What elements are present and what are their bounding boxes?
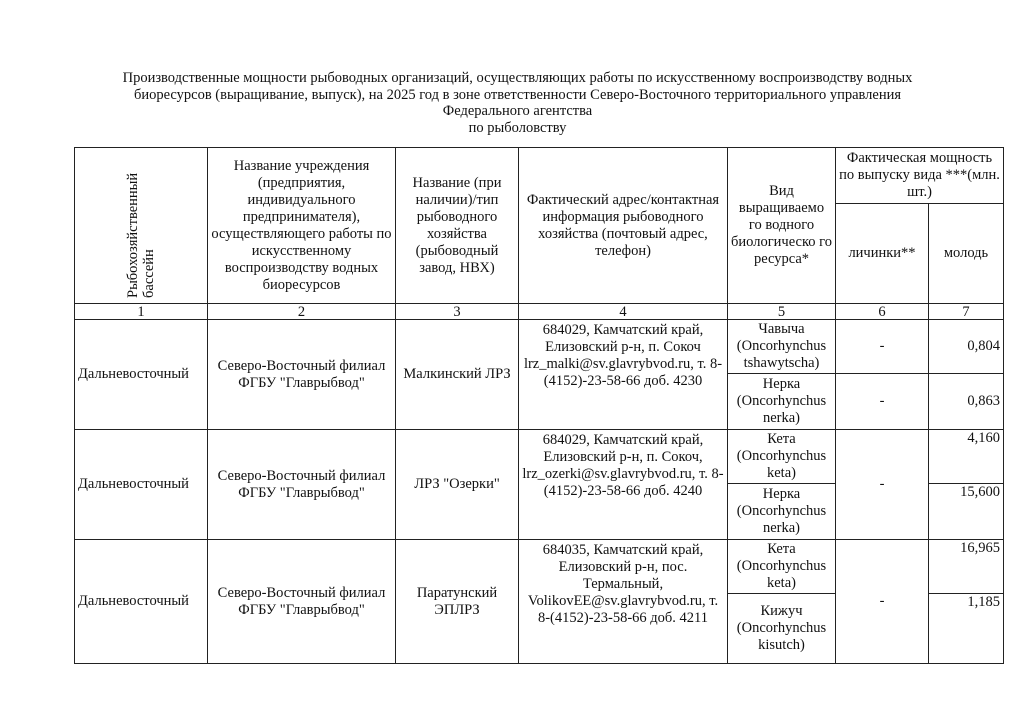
col-number-3: 3 [396, 304, 519, 320]
document-title [80, 70, 955, 136]
larvae-cell: - [836, 374, 929, 430]
header-juveniles: молодь [929, 204, 1004, 304]
header-basin: Рыбохозяйственный бассейн [125, 172, 157, 298]
header-row-1 [75, 148, 1004, 204]
header-species: Вид выращиваемо го водного биологическо го ресурса* [728, 148, 836, 304]
institution-cell: Северо-Восточный филиал ФГБУ "Главрыбвод" [208, 320, 396, 430]
basin-cell: Дальневосточный [75, 540, 208, 664]
column-number-row [75, 304, 1004, 320]
capacity-table [74, 147, 1004, 664]
address-cell: 684035, Камчатский край, Елизовский р-н, пос. Термальный, VolikovEE@sv.glavrybvod.ru, т. 8-(4152)-23-58-66 доб. 4211 [519, 540, 728, 664]
species-cell: Кета (Oncorhynchus keta) [728, 540, 836, 594]
juveniles-cell: 15,600 [929, 484, 1004, 540]
col-number-6: 6 [836, 304, 929, 320]
farm-cell: Паратунский ЭПЛРЗ [396, 540, 519, 664]
header-address: Фактический адрес/контактная информация рыбоводного хозяйства (почтовый адрес, телефон) [519, 148, 728, 304]
title-line-3: Федерального агентства [442, 103, 593, 119]
address-cell: 684029, Камчатский край, Елизовский р-н, п. Сокоч, lrz_ozerki@sv.glavrybvod.ru, т. 8-(4152)-23-58-66 доб. 4240 [519, 430, 728, 540]
species-cell: Нерка (Oncorhynchus nerka) [728, 484, 836, 540]
species-cell: Кижуч (Oncorhynchus kisutch) [728, 594, 836, 664]
header-basin-cell [75, 148, 208, 304]
address-cell: 684029, Камчатский край, Елизовский р-н, п. Сокоч lrz_malki@sv.glavrybvod.ru, т. 8-(4152)-23-58-66 доб. 4230 [519, 320, 728, 430]
title-line-1: Производственные мощности рыбоводных организаций, осуществляющих работы по искусственному воспроизводству водных [122, 70, 913, 86]
col-number-5: 5 [728, 304, 836, 320]
juveniles-cell: 16,965 [929, 540, 1004, 594]
col-number-7: 7 [929, 304, 1004, 320]
basin-cell: Дальневосточный [75, 320, 208, 430]
institution-cell: Северо-Восточный филиал ФГБУ "Главрыбвод" [208, 540, 396, 664]
juveniles-cell: 1,185 [929, 594, 1004, 664]
species-cell: Чавыча (Oncorhynchus tshawytscha) [728, 320, 836, 374]
col-number-1: 1 [75, 304, 208, 320]
title-line-4: по рыболовству [468, 119, 567, 136]
table-row [75, 540, 1004, 594]
col-number-4: 4 [519, 304, 728, 320]
header-larvae: личинки** [836, 204, 929, 304]
larvae-cell: - [836, 430, 929, 540]
institution-cell: Северо-Восточный филиал ФГБУ "Главрыбвод" [208, 430, 396, 540]
juveniles-cell: 0,863 [929, 374, 1004, 430]
title-line-2: биоресурсов (выращивание, выпуск), на 2025 год в зоне ответственности Северо-Восточного территориального управления [133, 86, 902, 103]
col-number-2: 2 [208, 304, 396, 320]
table-row [75, 430, 1004, 484]
juveniles-cell: 4,160 [929, 430, 1004, 484]
farm-cell: ЛРЗ "Озерки" [396, 430, 519, 540]
basin-cell: Дальневосточный [75, 430, 208, 540]
farm-cell: Малкинский ЛРЗ [396, 320, 519, 430]
header-capacity: Фактическая мощность по выпуску вида ***(млн. шт.) [836, 148, 1004, 204]
juveniles-cell: 0,804 [929, 320, 1004, 374]
species-cell: Кета (Oncorhynchus keta) [728, 430, 836, 484]
larvae-cell: - [836, 540, 929, 664]
larvae-cell: - [836, 320, 929, 374]
species-cell: Нерка (Oncorhynchus nerka) [728, 374, 836, 430]
table-row [75, 320, 1004, 374]
header-institution: Название учреждения (предприятия, индивидуального предпринимателя), осуществляющего работы по искусственному воспроизводству водных биоресурсов [208, 148, 396, 304]
header-farm: Название (при наличии)/тип рыбоводного хозяйства (рыбоводный завод, НВХ) [396, 148, 519, 304]
